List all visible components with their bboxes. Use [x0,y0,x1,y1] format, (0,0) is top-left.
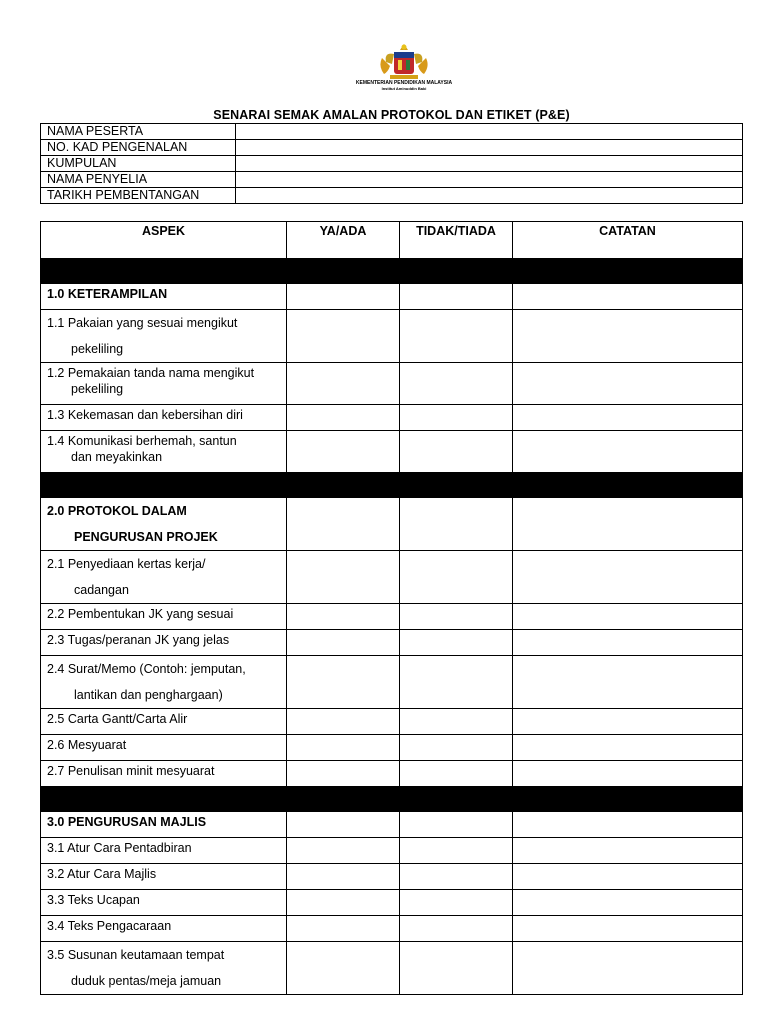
tidak-cell[interactable] [400,310,513,363]
ya-cell[interactable] [287,284,400,310]
ya-cell[interactable] [287,890,400,916]
tidak-cell[interactable] [400,942,513,995]
catatan-cell[interactable] [513,838,743,864]
info-row [41,140,743,156]
checklist-row [41,551,743,604]
info-label: NO. KAD PENGENALAN [41,140,236,156]
aspect-line: 3.1 Atur Cara Pentadbiran [47,841,192,855]
tidak-cell[interactable] [400,405,513,431]
ya-cell[interactable] [287,604,400,630]
aspect-cell [41,604,287,630]
aspect-line: cadangan [74,583,129,597]
info-row [41,156,743,172]
catatan-cell[interactable] [513,942,743,995]
ya-cell[interactable] [287,916,400,942]
catatan-cell[interactable] [513,812,743,838]
info-row [41,172,743,188]
ya-cell[interactable] [287,310,400,363]
section-separator [41,787,743,812]
checklist-row [41,761,743,787]
checklist-table [40,221,743,995]
tidak-cell[interactable] [400,812,513,838]
aspect-line: lantikan dan penghargaan) [74,688,223,702]
column-header-catatan: CATATAN [513,222,743,259]
institute-name: Institut Aminuddin Baki [381,86,427,91]
aspect-line: 3.3 Teks Ucapan [47,893,140,907]
ya-cell[interactable] [287,812,400,838]
separator-bar [41,787,743,812]
column-header-ya: YA/ADA [287,222,400,259]
checklist-row [41,890,743,916]
info-row [41,124,743,140]
aspect-line: 2.7 Penulisan minit mesyuarat [47,764,215,778]
ya-cell[interactable] [287,630,400,656]
section-heading: 1.0 KETERAMPILAN [41,284,287,310]
tidak-cell[interactable] [400,916,513,942]
aspect-line: 1.2 Pemakaian tanda nama mengikut [47,366,255,380]
separator-bar [41,259,743,284]
ya-cell[interactable] [287,405,400,431]
checklist-row [41,735,743,761]
catatan-cell[interactable] [513,864,743,890]
aspect-line: duduk pentas/meja jamuan [71,974,222,988]
tidak-cell[interactable] [400,431,513,473]
checklist-row [41,604,743,630]
tidak-cell[interactable] [400,864,513,890]
section-separator [41,259,743,284]
info-label: NAMA PENYELIA [41,172,236,188]
checklist-row [41,916,743,942]
ya-cell[interactable] [287,942,400,995]
aspect-line: 2.1 Penyediaan kertas kerja/ [47,557,206,571]
tidak-cell[interactable] [400,604,513,630]
checklist-row [41,405,743,431]
aspect-line: dan meyakinkan [71,450,163,464]
aspect-cell [41,431,287,473]
tidak-cell[interactable] [400,890,513,916]
info-value-field[interactable] [236,124,743,140]
catatan-cell[interactable] [513,363,743,405]
tidak-cell[interactable] [400,363,513,405]
checklist-row [41,864,743,890]
section-heading [41,498,287,551]
catatan-cell[interactable] [513,284,743,310]
tidak-cell[interactable] [400,838,513,864]
ministry-name: KEMENTERIAN PENDIDIKAN MALAYSIA [355,80,453,86]
catatan-cell[interactable] [513,890,743,916]
checklist-row [41,709,743,735]
header-row [41,222,743,259]
ya-cell[interactable] [287,709,400,735]
section-heading-line: 2.0 PROTOKOL DALAM [47,504,187,518]
column-header-tidak: TIDAK/TIADA [400,222,513,259]
section-heading-line: PENGURUSAN PROJEK [74,530,218,544]
participant-info-table [40,123,743,204]
ya-cell[interactable] [287,838,400,864]
aspect-cell [41,363,287,405]
tidak-cell[interactable] [400,551,513,604]
separator-bar [41,473,743,498]
section-heading-row [41,284,743,310]
checklist-row [41,630,743,656]
info-label: NAMA PESERTA [41,124,236,140]
tidak-cell[interactable] [400,735,513,761]
aspect-cell [41,864,287,890]
checklist-row [41,363,743,405]
aspect-line: pekeliling [71,342,124,356]
aspect-line: 3.4 Teks Pengacaraan [47,919,172,933]
tidak-cell[interactable] [400,656,513,709]
aspect-cell [41,916,287,942]
ministry-caption [332,80,476,92]
info-label: KUMPULAN [41,156,236,172]
checklist-row [41,431,743,473]
aspect-cell [41,709,287,735]
info-value-field[interactable] [236,188,743,204]
catatan-cell[interactable] [513,761,743,787]
aspect-line: 1.3 Kekemasan dan kebersihan diri [47,408,243,422]
aspect-cell [41,551,287,604]
catatan-cell[interactable] [513,604,743,630]
tidak-cell[interactable] [400,630,513,656]
info-value-field[interactable] [236,156,743,172]
ya-cell[interactable] [287,864,400,890]
aspect-line: 1.1 Pakaian yang sesuai mengikut [47,316,238,330]
tidak-cell[interactable] [400,709,513,735]
aspect-line: 2.4 Surat/Memo (Contoh: jemputan, [47,662,246,676]
tidak-cell[interactable] [400,498,513,551]
catatan-cell[interactable] [513,735,743,761]
aspect-line: 2.3 Tugas/peranan JK yang jelas [47,633,230,647]
checklist-row [41,656,743,709]
section-heading-row [41,498,743,551]
section-heading-row [41,812,743,838]
info-label: TARIKH PEMBENTANGAN [41,188,236,204]
info-value-field[interactable] [236,172,743,188]
aspect-cell [41,761,287,787]
ya-cell[interactable] [287,431,400,473]
catatan-cell[interactable] [513,916,743,942]
aspect-cell [41,310,287,363]
aspect-cell [41,405,287,431]
aspect-line: pekeliling [71,382,124,396]
catatan-cell[interactable] [513,405,743,431]
info-row [41,188,743,204]
aspect-line: 2.2 Pembentukan JK yang sesuai [47,607,234,621]
aspect-line: 2.5 Carta Gantt/Carta Alir [47,712,188,726]
aspect-cell [41,838,287,864]
checklist-row [41,838,743,864]
catatan-cell[interactable] [513,551,743,604]
section-separator [41,473,743,498]
aspect-cell [41,630,287,656]
checklist-row [41,942,743,995]
catatan-cell[interactable] [513,498,743,551]
ya-cell[interactable] [287,735,400,761]
ya-cell[interactable] [287,363,400,405]
aspect-cell [41,735,287,761]
ya-cell[interactable] [287,656,400,709]
checklist-row [41,310,743,363]
catatan-cell[interactable] [513,630,743,656]
aspect-line: 3.2 Atur Cara Majlis [47,867,157,881]
catatan-cell[interactable] [513,310,743,363]
catatan-cell[interactable] [513,431,743,473]
catatan-cell[interactable] [513,709,743,735]
catatan-cell[interactable] [513,656,743,709]
section-heading: 3.0 PENGURUSAN MAJLIS [41,812,287,838]
tidak-cell[interactable] [400,284,513,310]
aspect-cell [41,890,287,916]
info-value-field[interactable] [236,140,743,156]
tidak-cell[interactable] [400,761,513,787]
column-header-aspek: ASPEK [41,222,287,259]
ya-cell[interactable] [287,498,400,551]
ya-cell[interactable] [287,551,400,604]
document-title: SENARAI SEMAK AMALAN PROTOKOL DAN ETIKET (P&E) [213,108,570,122]
aspect-cell [41,942,287,995]
aspect-line: 2.6 Mesyuarat [47,738,127,752]
ya-cell[interactable] [287,761,400,787]
aspect-line: 3.5 Susunan keutamaan tempat [47,948,225,962]
aspect-line: 1.4 Komunikasi berhemah, santun [47,434,237,448]
aspect-cell [41,656,287,709]
